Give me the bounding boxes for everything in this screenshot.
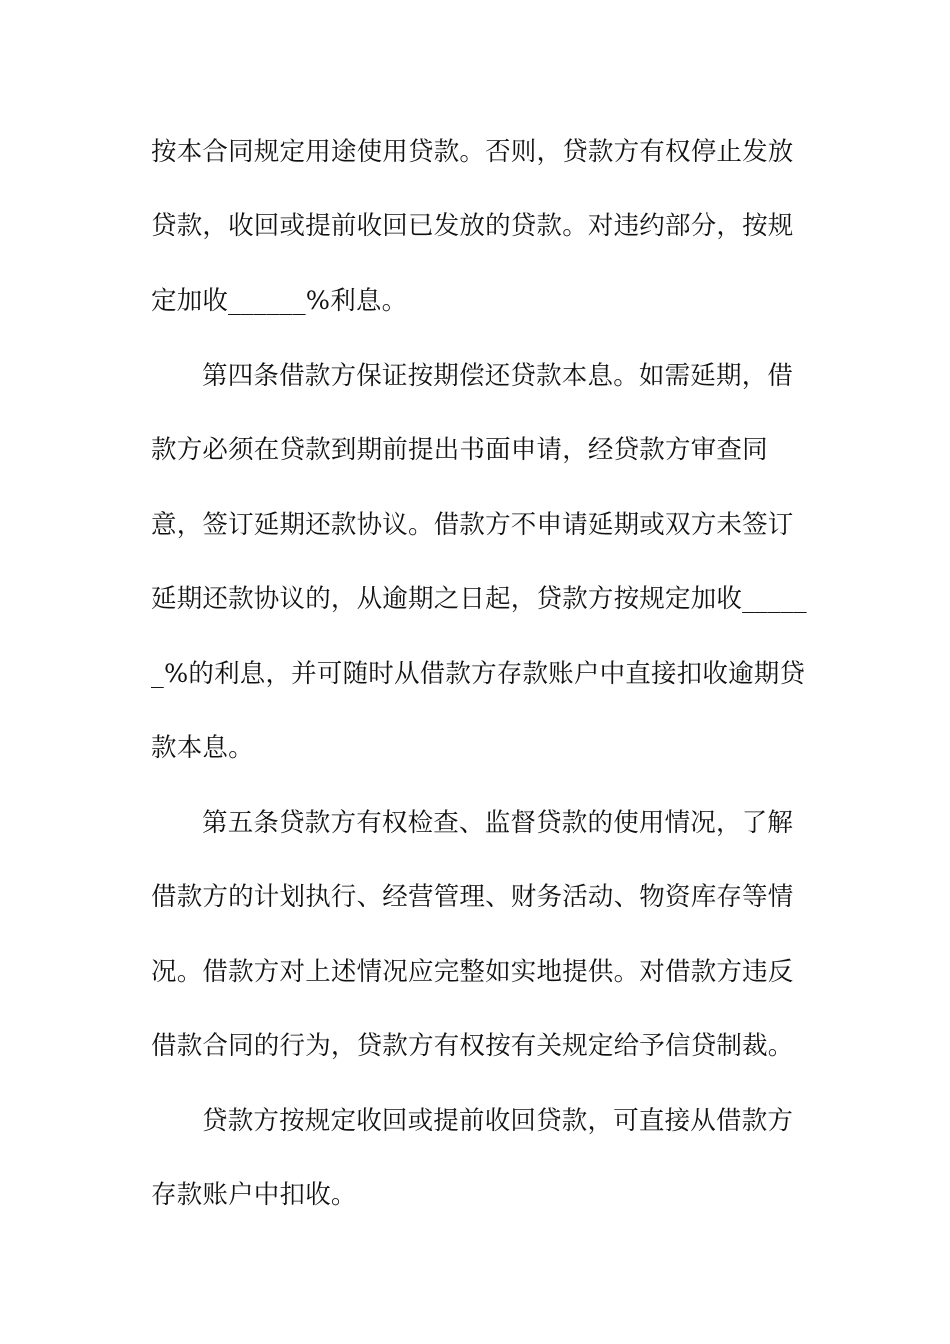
text-line: 延期还款协议的，从逾期之日起，贷款方按规定加收_____	[151, 584, 807, 614]
paragraph-start-line: 第五条贷款方有权检查、监督贷款的使用情况，了解	[202, 808, 794, 838]
text-line: 定加收______%利息。	[151, 286, 408, 316]
text-line: _%的利息，并可随时从借款方存款账户中直接扣收逾期贷	[151, 659, 806, 689]
text-line: 借款合同的行为，贷款方有权按有关规定给予信贷制裁。	[151, 1031, 794, 1061]
text-line: 贷款，收回或提前收回已发放的贷款。对违约部分，按规	[151, 211, 794, 241]
text-line: 款方必须在贷款到期前提出书面申请，经贷款方审查同	[151, 435, 768, 465]
text-line: 存款账户中扣收。	[151, 1180, 357, 1210]
text-line: 按本合同规定用途使用贷款。否则，贷款方有权停止发放	[151, 137, 794, 167]
text-line: 况。借款方对上述情况应完整如实地提供。对借款方违反	[151, 957, 794, 987]
text-line: 意，签订延期还款协议。借款方不申请延期或双方未签订	[151, 510, 794, 540]
text-line: 款本息。	[151, 733, 254, 763]
paragraph-start-line: 贷款方按规定收回或提前收回贷款，可直接从借款方	[202, 1106, 794, 1136]
paragraph-start-line: 第四条借款方保证按期偿还贷款本息。如需延期，借	[202, 361, 794, 391]
text-line: 借款方的计划执行、经营管理、财务活动、物资库存等情	[151, 882, 794, 912]
